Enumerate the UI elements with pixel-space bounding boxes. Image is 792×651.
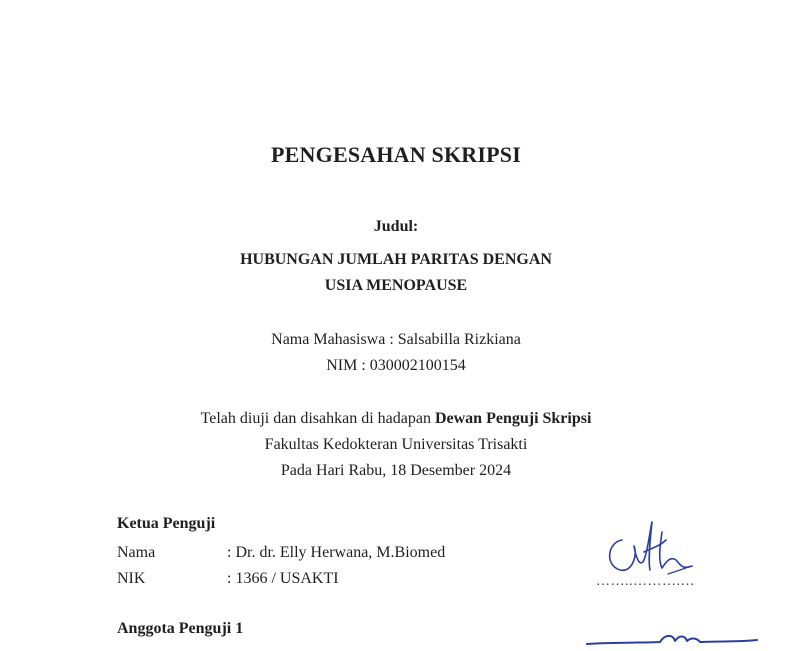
ketua-nama-row	[117, 544, 445, 562]
ketua-nama-label: Nama	[117, 544, 156, 561]
exam-statement	[0, 410, 792, 428]
student-nim: NIM : 030002100154	[326, 357, 466, 374]
student-name: Nama Mahasiswa : Salsabilla Rizkiana	[271, 331, 521, 348]
ketua-nik-label: NIK	[117, 570, 146, 587]
ketua-penguji-heading: Ketua Penguji	[117, 515, 216, 532]
ketua-signature-line: ……..……….…	[596, 574, 695, 589]
faculty-name: Fakultas Kedokteran Universitas Trisakti	[264, 436, 528, 453]
exam-statement-prefix: Telah diuji dan disahkan di hadapan	[200, 410, 435, 427]
judul-line-1: HUBUNGAN JUMLAH PARITAS DENGAN	[240, 251, 552, 268]
anggota-penguji-1-heading: Anggota Penguji 1	[117, 620, 244, 637]
ketua-nik-row	[117, 570, 339, 588]
exam-board-name: Dewan Penguji Skripsi	[434, 410, 592, 427]
anggota-1-signature	[585, 628, 760, 651]
document-title: PENGESAHAN SKRIPSI	[271, 142, 521, 167]
ketua-signature	[600, 510, 710, 590]
judul-label: Judul:	[373, 218, 419, 235]
ketua-nik-value: : 1366 / USAKTI	[227, 570, 339, 587]
ketua-nama-value: : Dr. dr. Elly Herwana, M.Biomed	[227, 544, 446, 561]
exam-date: Pada Hari Rabu, 18 Desember 2024	[280, 462, 512, 479]
judul-line-2: USIA MENOPAUSE	[324, 277, 468, 294]
